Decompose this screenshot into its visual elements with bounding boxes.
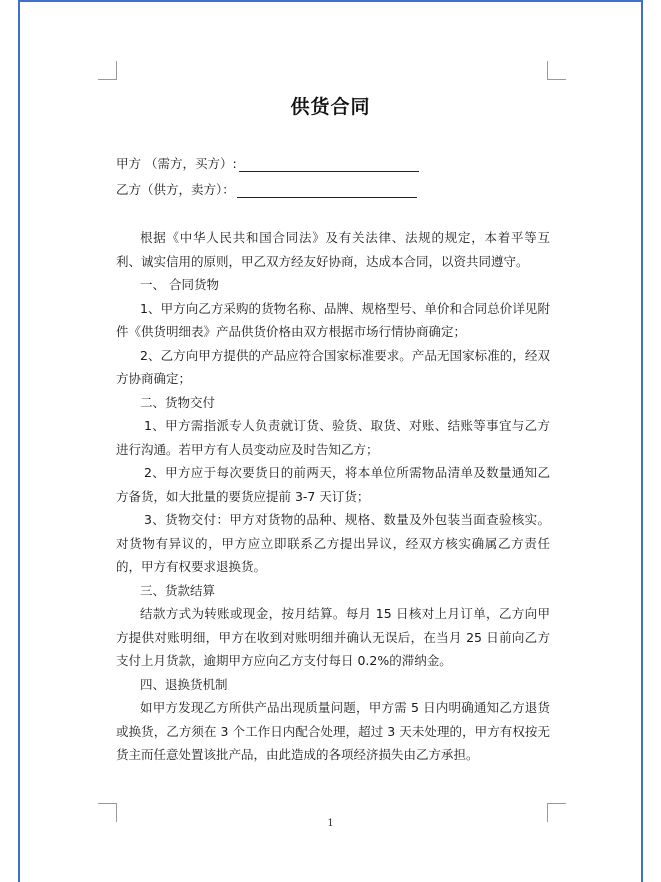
paragraph-preamble: 根据《中华人民共和国合同法》及有关法律、法规的规定，本着平等互利、诚实信用的原则，甲乙双方经友好协商，达成本合同，以资共同遵守。 bbox=[116, 230, 550, 269]
margin-mark-top-right bbox=[547, 61, 566, 80]
paragraph-goods-1: 1、甲方向乙方采购的货物名称、品牌、规格型号、单价和合同总价详见附件《供货明细表》产品供货价格由双方根据市场行情协商确定； bbox=[116, 300, 550, 339]
page-border-right bbox=[641, 0, 643, 882]
page-border-top bbox=[18, 0, 643, 2]
paragraph-delivery-3: 3、货物交付：甲方对货物的品种、规格、数量及外包装当面查验核实。对货物有异议的，甲方应立即联系乙方提出异议，经双方核实确属乙方责任的，甲方有权要求退换货。 bbox=[116, 512, 550, 574]
party-a-blank-line bbox=[239, 159, 419, 172]
section-heading-returns: 四、退换货机制 bbox=[140, 676, 228, 692]
page-border-left bbox=[18, 0, 20, 882]
party-b-label: 乙方（供方，卖方）： bbox=[116, 182, 235, 197]
section-heading-delivery: 二、货物交付 bbox=[140, 394, 216, 410]
page-number: 1 bbox=[327, 818, 334, 829]
paragraph-delivery-2: 2、甲方应于每次要货日的前两天，将本单位所需物品清单及数量通知乙方备货，如大批量的要货应提前 3-7 天订货； bbox=[116, 465, 550, 504]
paragraph-payment: 结款方式为转账或现金，按月结算。每月 15 日核对上月订单，乙方向甲方提供对账明细，甲方在收到对账明细并确认无误后，在当月 25 日前向乙方支付上月货款，逾期甲方应向乙方支付每日 0.2%的滞纳金。 bbox=[116, 606, 550, 668]
document-title: 供货合同 bbox=[290, 96, 371, 118]
contract-body bbox=[116, 226, 550, 767]
paragraph-goods-2: 2、乙方向甲方提供的产品应符合国家标准要求。产品无国家标准的，经双方协商确定； bbox=[116, 347, 550, 386]
party-b-row bbox=[116, 180, 417, 198]
margin-mark-top-left bbox=[98, 61, 117, 80]
paragraph-returns: 如甲方发现乙方所供产品出现质量问题，甲方需 5 日内明确通知乙方退货或换货，乙方须在 3 个工作日内配合处理，超过 3 天未处理的，甲方有权按无货主而任意处置该批产品，由此造成的各项经济损失由乙方承担。 bbox=[116, 700, 550, 762]
section-heading-payment: 三、货款结算 bbox=[140, 582, 216, 598]
party-a-row bbox=[116, 154, 419, 172]
section-heading-goods: 一、 合同货物 bbox=[140, 277, 219, 292]
party-a-label: 甲方 （需方，买方）: bbox=[116, 156, 237, 171]
paragraph-delivery-1: 1、甲方需指派专人负责就订货、验货、取货、对账、结账等事宜与乙方进行沟通。若甲方有人员变动应及时告知乙方； bbox=[116, 418, 550, 457]
party-b-blank-line bbox=[237, 185, 417, 198]
